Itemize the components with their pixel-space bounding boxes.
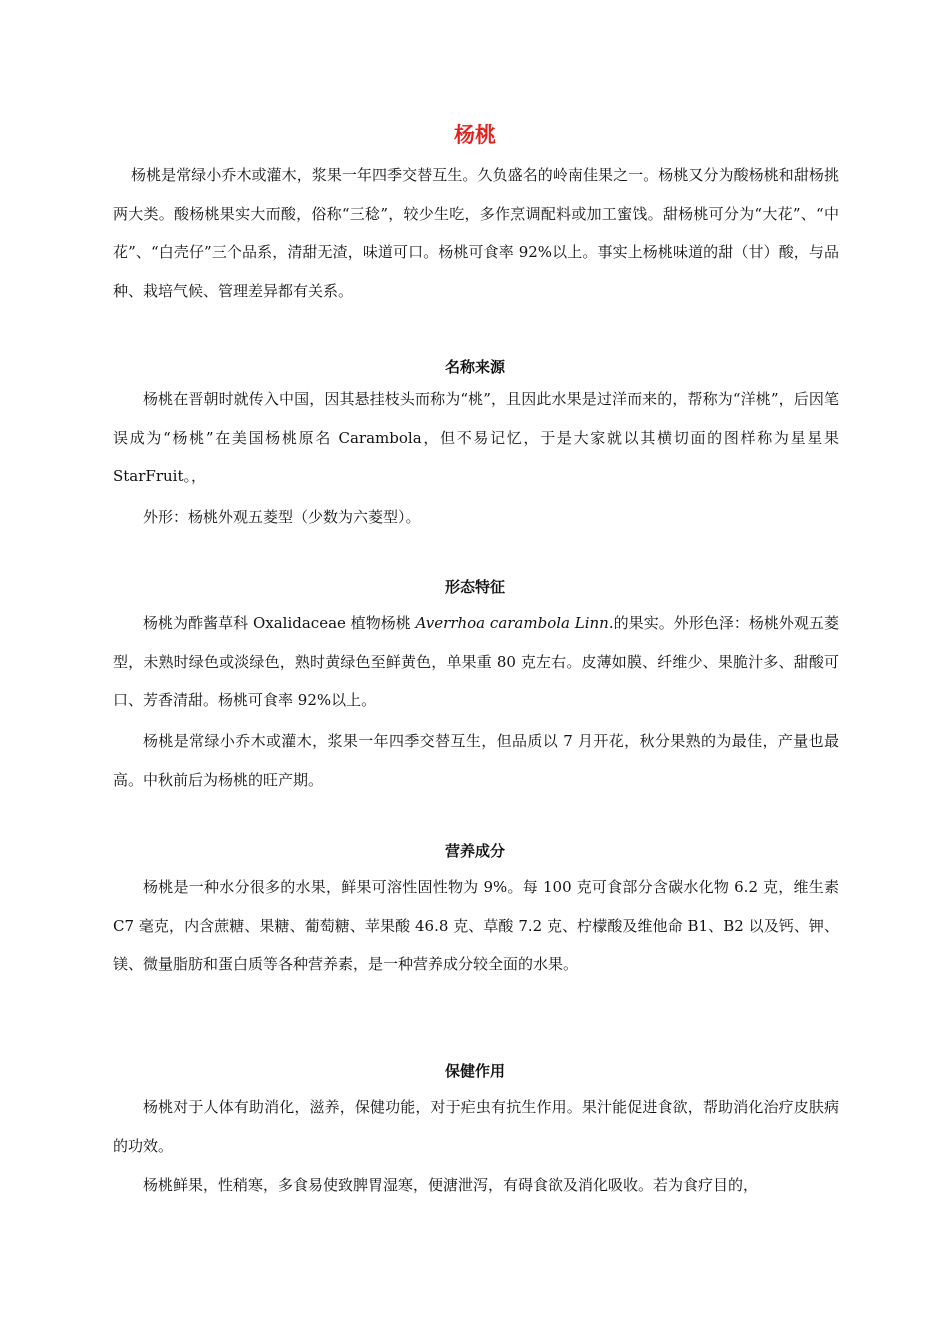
morphology-paragraph-1: [113, 604, 839, 720]
intro-paragraph: 杨桃是常绿小乔木或灌木，浆果一年四季交替互生。久负盛名的岭南佳果之一。杨桃又分为酸杨桃和甜杨挑两大类。酸杨桃果实大而酸，俗称“三稔”，较少生吃，多作烹调配料或加工蜜饯。甜杨桃可分为“大花”、“中花”、“白壳仔”三个品系，清甜无渣，味道可口。杨桃可食率 92%以上。事实上杨桃味道的甜（甘）酸，与品种、栽培气候、管理差异都有关系。: [113, 166, 839, 300]
document-title: 杨桃: [454, 123, 496, 147]
latin-name: Averrhoa carambola Linn.: [415, 614, 614, 632]
name-origin-paragraph: 杨桃在晋朝时就传入中国，因其悬挂枝头而称为“桃”，且因此水果是过洋而来的，帮称为“洋桃”，后因笔误成为“杨桃”在美国杨桃原名 Carambola，但不易记忆，于是大家就以其横切面的图样称为星星果 StarFruit。，: [113, 390, 839, 485]
section-heading-morphology: 形态特征: [444, 578, 505, 596]
section-heading-health: 保健作用: [444, 1062, 505, 1080]
morphology-text-after: 的果实。外形色泽：杨桃外观五菱型，未熟时绿色或淡绿色，熟时黄绿色至鲜黄色，单果重 80 克左右。皮薄如膜、纤维少、果脆汁多、甜酸可口、芳香清甜。杨桃可食率 92%以上。: [113, 614, 839, 709]
nutrition-paragraph: 杨桃是一种水分很多的水果，鲜果可溶性固性物为 9%。每 100 克可食部分含碳水化物 6.2 克，维生素 C7 毫克，内含蔗糖、果糖、葡萄糖、苹果酸 46.8 克、草酸 7.2 克、柠檬酸及维他命 B1、B2 以及钙、钾、镁、微量脂肪和蛋白质等各种营养素，是一种营养成分较全面的水果。: [113, 878, 839, 973]
morphology-text-before: 杨桃为酢酱草科 Oxalidaceae 植物杨桃: [143, 614, 416, 632]
section-heading-name-origin: 名称来源: [444, 358, 505, 376]
morphology-paragraph-2: 杨桃是常绿小乔木或灌木，浆果一年四季交替互生，但品质以 7 月开花，秋分果熟的为最佳，产量也最高。中秋前后为杨桃的旺产期。: [113, 732, 839, 789]
shape-paragraph: 外形：杨桃外观五菱型（少数为六菱型）。: [143, 508, 421, 526]
health-paragraph-2: 杨桃鲜果，性稍寒，多食易使致脾胃湿寒，便溏泄泻，有碍食欲及消化吸收。若为食疗目的，: [143, 1176, 759, 1194]
section-heading-nutrition: 营养成分: [444, 842, 505, 860]
health-paragraph-1: 杨桃对于人体有助消化，滋养，保健功能，对于疟虫有抗生作用。果汁能促进食欲，帮助消化治疗皮肤病的功效。: [113, 1098, 839, 1155]
